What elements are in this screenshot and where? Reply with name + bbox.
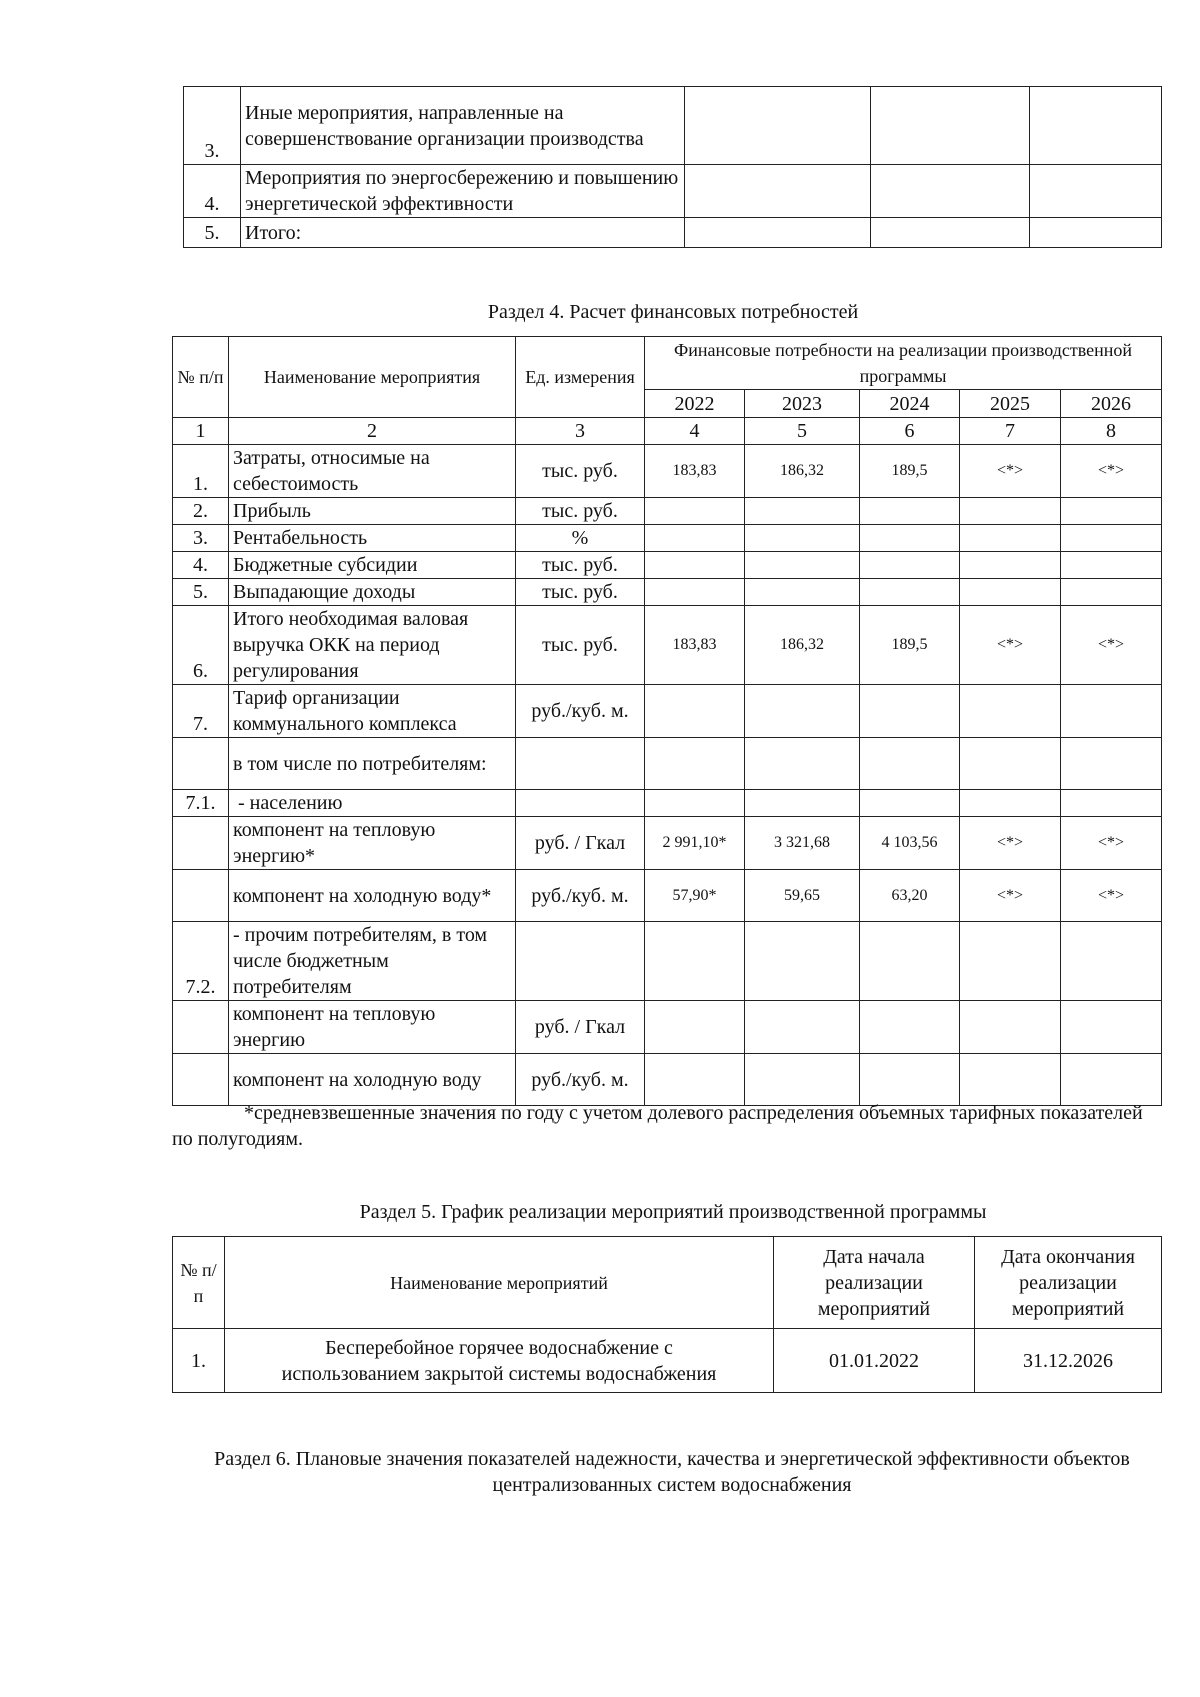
empty-cell — [960, 1001, 1061, 1054]
end-date: 31.12.2026 — [975, 1329, 1162, 1393]
row-number: 7.1. — [173, 790, 229, 817]
column-number: 1 — [173, 418, 229, 445]
empty-cell — [745, 498, 860, 525]
activity-name: Итого: — [241, 218, 685, 248]
row-name: Рентабельность — [229, 525, 516, 552]
empty-cell — [960, 1054, 1061, 1106]
value-2025: <*> — [960, 817, 1061, 870]
row-name: компонент на тепловую энергию — [229, 1001, 516, 1054]
empty-cell — [960, 498, 1061, 525]
empty-cell — [1030, 165, 1162, 218]
table-row — [173, 790, 1162, 817]
value-2025: <*> — [960, 870, 1061, 922]
row-number: 4. — [184, 165, 241, 218]
table-row — [173, 1001, 1162, 1054]
empty-cell — [860, 552, 960, 579]
empty-cell — [871, 87, 1030, 165]
value-2023: 59,65 — [745, 870, 860, 922]
row-unit: тыс. руб. — [516, 606, 645, 685]
table-row — [173, 1054, 1162, 1106]
value-2025: <*> — [960, 606, 1061, 685]
empty-cell — [645, 738, 745, 790]
empty-cell — [1061, 738, 1162, 790]
row-number: 1. — [173, 1329, 225, 1393]
section-4-title: Раздел 4. Расчет финансовых потребностей — [487, 301, 859, 323]
empty-cell — [960, 790, 1061, 817]
empty-cell — [645, 790, 745, 817]
empty-cell — [1061, 790, 1162, 817]
value-2022: 2 991,10* — [645, 817, 745, 870]
value-2023: 186,32 — [745, 606, 860, 685]
table-row — [173, 817, 1162, 870]
empty-cell — [645, 579, 745, 606]
row-name: компонент на холодную воду — [229, 1054, 516, 1106]
value-2023: 3 321,68 — [745, 817, 860, 870]
row-name: Прибыль — [229, 498, 516, 525]
activity-name: Иные мероприятия, направленные на совершенствование организации производства — [241, 87, 685, 165]
empty-cell — [960, 552, 1061, 579]
value-2025: <*> — [960, 445, 1061, 498]
row-unit: тыс. руб. — [516, 498, 645, 525]
empty-cell — [960, 738, 1061, 790]
row-number — [173, 870, 229, 922]
empty-cell — [645, 1001, 745, 1054]
row-name: компонент на тепловую энергию* — [229, 817, 516, 870]
value-2024: 63,20 — [860, 870, 960, 922]
header-row — [173, 337, 1162, 390]
start-date: 01.01.2022 — [774, 1329, 975, 1393]
empty-cell — [745, 552, 860, 579]
empty-cell — [871, 165, 1030, 218]
row-name: Тариф организации коммунального комплекса — [229, 685, 516, 738]
row-number — [173, 1001, 229, 1054]
row-unit: тыс. руб. — [516, 579, 645, 606]
empty-cell — [960, 685, 1061, 738]
value-2026: <*> — [1061, 817, 1162, 870]
table-row — [173, 1329, 1162, 1393]
empty-cell — [745, 1001, 860, 1054]
table-row — [173, 738, 1162, 790]
row-number: 6. — [173, 606, 229, 685]
empty-cell — [1061, 922, 1162, 1001]
row-number: 3. — [173, 525, 229, 552]
row-number: 5. — [184, 218, 241, 248]
table-row — [173, 579, 1162, 606]
empty-cell — [1061, 1001, 1162, 1054]
empty-cell — [1030, 87, 1162, 165]
table-row — [173, 552, 1162, 579]
empty-cell — [860, 922, 960, 1001]
empty-cell — [685, 218, 871, 248]
row-name: компонент на холодную воду* — [229, 870, 516, 922]
empty-cell — [745, 790, 860, 817]
empty-cell — [860, 685, 960, 738]
empty-cell — [685, 165, 871, 218]
row-unit: руб. / Гкал — [516, 817, 645, 870]
table-row — [184, 218, 1162, 248]
empty-cell — [685, 87, 871, 165]
row-name: в том числе по потребителям: — [229, 738, 516, 790]
empty-cell — [860, 579, 960, 606]
row-unit: руб. / Гкал — [516, 1001, 645, 1054]
column-number: 8 — [1061, 418, 1162, 445]
empty-cell — [860, 790, 960, 817]
row-name: - населению — [229, 790, 516, 817]
value-2022: 183,83 — [645, 606, 745, 685]
row-unit: тыс. руб. — [516, 445, 645, 498]
row-unit — [516, 738, 645, 790]
year-2025: 2025 — [960, 390, 1061, 418]
table-row — [173, 525, 1162, 552]
empty-cell — [1061, 1054, 1162, 1106]
column-number: 7 — [960, 418, 1061, 445]
row-number: 4. — [173, 552, 229, 579]
empty-cell — [860, 525, 960, 552]
header-name: Наименование мероприятий — [225, 1237, 774, 1329]
column-numbers-row — [173, 418, 1162, 445]
empty-cell — [645, 922, 745, 1001]
empty-cell — [860, 738, 960, 790]
empty-cell — [745, 738, 860, 790]
header-number: № п/п — [173, 1237, 225, 1329]
empty-cell — [645, 1054, 745, 1106]
empty-cell — [1061, 525, 1162, 552]
row-number — [173, 738, 229, 790]
value-2024: 4 103,56 — [860, 817, 960, 870]
section-5-title: Раздел 5. График реализации мероприятий производственной программы — [359, 1201, 987, 1223]
empty-cell — [745, 579, 860, 606]
header-financial-needs: Финансовые потребности на реализации производственной программы — [645, 337, 1162, 390]
column-number: 2 — [229, 418, 516, 445]
value-2024: 189,5 — [860, 606, 960, 685]
empty-cell — [960, 525, 1061, 552]
row-unit: руб./куб. м. — [516, 1054, 645, 1106]
empty-cell — [860, 1001, 960, 1054]
table-row — [173, 870, 1162, 922]
schedule-table — [172, 1236, 1162, 1393]
value-2024: 189,5 — [860, 445, 960, 498]
empty-cell — [645, 685, 745, 738]
empty-cell — [960, 922, 1061, 1001]
empty-cell — [860, 1054, 960, 1106]
section-6-title: Раздел 6. Плановые значения показателей надежности, качества и энергетической эффективности объектов централизованных систем водоснабжения — [214, 1448, 1130, 1496]
year-2022: 2022 — [645, 390, 745, 418]
activity-name: Бесперебойное горячее водоснабжение с использованием закрытой системы водоснабжения — [225, 1329, 774, 1393]
table-row — [173, 606, 1162, 685]
activities-table-continued — [183, 86, 1162, 248]
header-start-date: Дата начала реализации мероприятий — [774, 1237, 975, 1329]
value-2022: 183,83 — [645, 445, 745, 498]
empty-cell — [745, 1054, 860, 1106]
column-number: 5 — [745, 418, 860, 445]
header-unit: Ед. измерения — [516, 337, 645, 418]
row-name: Итого необходимая валовая выручка ОКК на период регулирования — [229, 606, 516, 685]
empty-cell — [1061, 498, 1162, 525]
table-row — [184, 165, 1162, 218]
row-name: Затраты, относимые на себестоимость — [229, 445, 516, 498]
value-2026: <*> — [1061, 870, 1162, 922]
empty-cell — [871, 218, 1030, 248]
header-number: № п/п — [173, 337, 229, 418]
financial-needs-table — [172, 336, 1162, 1106]
empty-cell — [645, 498, 745, 525]
row-unit: руб./куб. м. — [516, 870, 645, 922]
year-2023: 2023 — [745, 390, 860, 418]
empty-cell — [1030, 218, 1162, 248]
row-unit: % — [516, 525, 645, 552]
row-number: 7.2. — [173, 922, 229, 1001]
table-row — [184, 87, 1162, 165]
value-2026: <*> — [1061, 445, 1162, 498]
empty-cell — [960, 579, 1061, 606]
value-2023: 186,32 — [745, 445, 860, 498]
empty-cell — [1061, 579, 1162, 606]
row-number — [173, 817, 229, 870]
header-name: Наименование мероприятия — [229, 337, 516, 418]
table-row — [173, 498, 1162, 525]
table-row — [173, 685, 1162, 738]
value-2026: <*> — [1061, 606, 1162, 685]
empty-cell — [745, 685, 860, 738]
row-unit: руб./куб. м. — [516, 685, 645, 738]
row-number: 1. — [173, 445, 229, 498]
column-number: 4 — [645, 418, 745, 445]
table-row — [173, 922, 1162, 1001]
footnote: *средневзвешенные значения по году с учетом долевого распределения объемных тарифных показателей по полугодиям. — [172, 1102, 1143, 1150]
empty-cell — [1061, 685, 1162, 738]
year-2026: 2026 — [1061, 390, 1162, 418]
row-number: 5. — [173, 579, 229, 606]
row-name: Выпадающие доходы — [229, 579, 516, 606]
row-number: 2. — [173, 498, 229, 525]
table-row — [173, 445, 1162, 498]
year-2024: 2024 — [860, 390, 960, 418]
empty-cell — [645, 525, 745, 552]
empty-cell — [860, 498, 960, 525]
column-number: 3 — [516, 418, 645, 445]
row-number: 3. — [184, 87, 241, 165]
row-unit — [516, 790, 645, 817]
empty-cell — [745, 922, 860, 1001]
header-row — [173, 1237, 1162, 1329]
empty-cell — [645, 552, 745, 579]
column-number: 6 — [860, 418, 960, 445]
value-2022: 57,90* — [645, 870, 745, 922]
empty-cell — [1061, 552, 1162, 579]
row-unit: тыс. руб. — [516, 552, 645, 579]
row-unit — [516, 922, 645, 1001]
row-name: - прочим потребителям, в том числе бюджетным потребителям — [229, 922, 516, 1001]
row-number — [173, 1054, 229, 1106]
header-end-date: Дата окончания реализации мероприятий — [975, 1237, 1162, 1329]
row-number: 7. — [173, 685, 229, 738]
activity-name: Мероприятия по энергосбережению и повышению энергетической эффективности — [241, 165, 685, 218]
empty-cell — [745, 525, 860, 552]
row-name: Бюджетные субсидии — [229, 552, 516, 579]
